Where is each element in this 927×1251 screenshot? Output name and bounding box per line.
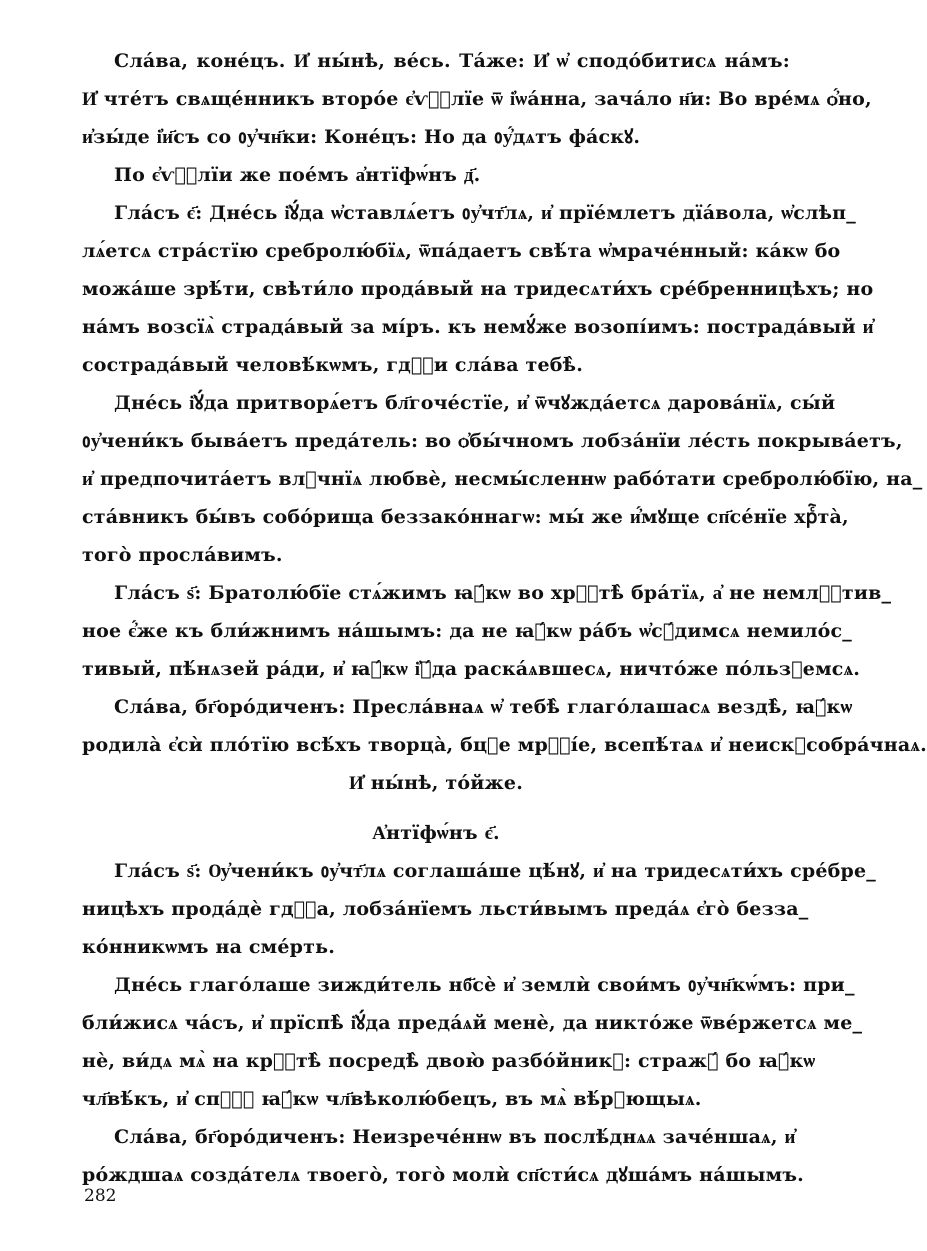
text-line: Гла́съ є҃: Дне́сь і҆ꙋ́да ѡ҆ставлѧ́етъ ᲂу҆чт҃лѧ, и҆ прїе́млетъ дїа́вола, ѡ҆слѣп_ [114,202,856,224]
text-line: лѧ́етсѧ стра́стїю сребролю́бїѧ, ѿпа́даетъ свѣ́та ѡ҆мраче́нный: ка́кѡ бо [82,240,841,262]
text-line: ᲂу҆чени́къ быва́етъ преда́тель: во ѻ҆бы́чномъ лобза́нїи ле́сть покрыва́етъ, [82,430,903,452]
text-line: ницѣхъ прода́дѐ гдⷭ҇а, лобза́нїемъ льсти́вымъ преда́ѧ є҆го̀ безза_ [82,898,809,920]
text-line: Сла́ва, бг҃оро́диченъ: Неизрече́ннѡ въ послѣ́днѧѧ заче́ншаѧ, и҆ [114,1126,796,1148]
text-line: Сла́ва, коне́цъ. И҆ ны́нѣ, ве́сь. Та́же: И҆ ѡ҆ сподо́битисѧ на́мъ: [114,50,790,72]
text-line: ро́ждшаѧ созда́телѧ твоего̀, того̀ молѝ сп҃сти́сѧ дꙋша́мъ на́шымъ. [82,1164,804,1186]
text-line: того̀ просла́вимъ. [82,544,283,566]
text-line: Сла́ва, бг҃оро́диченъ: Пресла́внаѧ ѡ҆ тебѣ̀ глаго́лашасѧ вездѣ̀, ꙗ҆́кѡ [114,696,853,718]
section-heading: А҆нтїфѡ́нъ є҃. [372,822,500,844]
text-line: тивый, пѣ́нѧзей ра́ди, и҆ ꙗ҆́кѡ і҆ꙋ́да раска́ѧвшесѧ, ничто́же по́льзꙋемсѧ. [82,658,861,680]
text-line: Гла́съ ѕ҃: Братолю́бїе стѧ́жимъ ꙗ҆́кѡ во хрⷭ҇тѣ̀ бра́тїѧ, а҆ не немлⷭ҇тив_ [114,582,892,604]
text-line: ное є҆́же къ бли́жнимъ на́шымъ: да не ꙗ҆́кѡ ра́бъ ѡ҆сꙋ́димсѧ немило́с_ [82,620,853,642]
text-line: чл҃вѣ́къ, и҆ спⷭ҇ꙋ ꙗ҆́кѡ чл҃вѣколю́бецъ, въ мѧ̀ вѣ́рꙋющыѧ. [82,1088,702,1110]
page-text-block [82,42,927,1194]
text-line: сострада́вый человѣ́кѡмъ, гдⷭ҇и сла́ва тебѣ̀. [82,354,584,376]
text-line: По є҆ѵⷢ҇лїи же пое́мъ а҆нтїфѡ́нъ д҃. [114,164,481,186]
text-line: на́мъ возсїѧ̀ страда́вый за мі́ръ. къ немꙋ́же возопі́имъ: пострада́вый и҆ [82,316,874,338]
text-line: Гла́съ ѕ҃: Ѹ҆чени́къ ᲂу҆чт҃лѧ соглаша́ше цѣ́нꙋ, и҆ на тридесѧти́хъ сре́бре_ [114,860,877,882]
text-line: нѐ, ви́дѧ мѧ̀ на крⷭ҇тѣ̀ посредѣ̀ двою̀ разбо́йникꙋ: стражꙋ́ бо ꙗ҆́кѡ [82,1050,816,1072]
text-line: и҆зы́де і҆и҃съ со ᲂу҆чн҃ки: Коне́цъ: Но да ᲂу҆́дѧтъ фа́скꙋ. [82,126,641,148]
text-line: бли́жисѧ ча́съ, и҆ прїспѣ̀ і҆ꙋ́да преда́ѧй менѐ, да никто́же ѿве́ржетсѧ ме_ [82,1012,863,1034]
text-line: ко́нникѡмъ на сме́рть. [82,936,336,958]
text-line: Дне́сь глаго́лаше зижди́тель нб҃сѐ и҆ землѝ свои́мъ ᲂу҆чн҃кѡ́мъ: при_ [114,974,855,996]
section-gap [82,802,790,814]
text-line: Дне́сь і҆ꙋ́да притворѧ́етъ бл҃гоче́стїе, и҆ ѿчꙋжда́етсѧ дарова́нїѧ, сы́й [114,392,836,414]
text-line: И҆ чте́тъ свѧще́нникъ второ́е є҆ѵⷢ҇лїе ѿ і҆ѡа́нна, зача́ло н҃и: Во вре́мѧ ѻ҆́но, [82,88,872,110]
text-line: ста́вникъ бы́въ собо́рища беззако́ннагѡ: мы́ же и҆́мꙋще сп҃се́нїе хрⷭ҇та̀, [82,506,849,528]
text-line: родила̀ є҆сѝ пло́тїю всѣ́хъ творца̀, бцⷣе мрⷭ҇і́е, всепѣ́таѧ и҆ неискꙋсобра́чнаѧ. [82,734,927,756]
text-line: И҆ ны́нѣ, то́йже. [348,772,524,794]
text-line: и҆ предпочита́етъ влⷣчнїѧ любвѐ, несмы́сленнѡ рабо́тати сребролю́бїю, на_ [82,468,923,490]
page-number: 282 [84,1186,117,1206]
text-line: можа́ше зрѣ́ти, свѣти́ло прода́вый на тридесѧти́хъ сре́бренницѣхъ; но [82,278,874,300]
